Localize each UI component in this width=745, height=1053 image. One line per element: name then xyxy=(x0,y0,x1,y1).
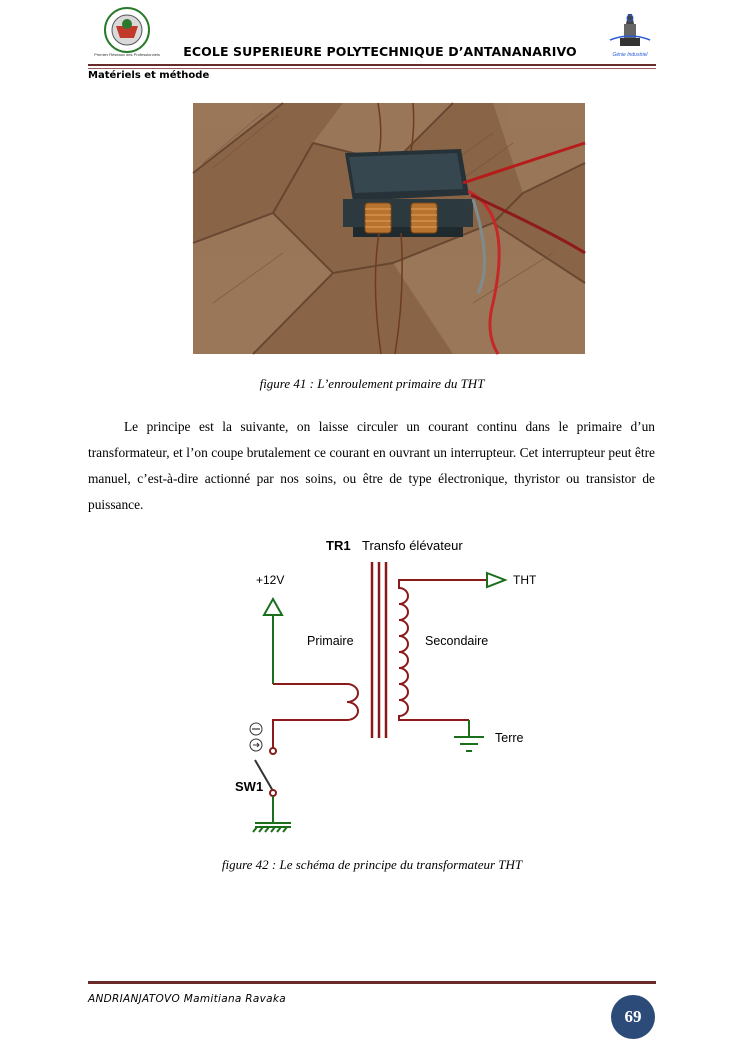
figure-41-caption: figure 41 : L’enroulement primaire du THT xyxy=(259,376,485,391)
label-tht: THT xyxy=(513,573,537,587)
figure-42-caption: figure 42 : Le schéma de principe du transformateur THT xyxy=(221,857,523,872)
label-primaire: Primaire xyxy=(307,634,354,648)
header-rule xyxy=(88,64,656,66)
school-logo-right xyxy=(604,10,656,60)
supply-arrow-icon xyxy=(264,599,282,615)
label-sw1: SW1 xyxy=(235,779,264,794)
left-logo-text: Premier Réseaux des Professionnels xyxy=(94,52,160,57)
school-name: ECOLE SUPERIEURE POLYTECHNIQUE D’ANTANANARIVO xyxy=(183,44,577,59)
section-title: Matériels et méthode xyxy=(88,70,210,81)
transformer-core xyxy=(372,562,386,738)
page-number-badge: 69 xyxy=(611,995,655,1039)
polarity-markers xyxy=(250,723,262,751)
footer-rule xyxy=(88,981,656,984)
author-name: ANDRIANJATOVO Mamitiana Ravaka xyxy=(88,993,286,1005)
label-plus12v: +12V xyxy=(256,573,285,587)
label-secondaire: Secondaire xyxy=(425,634,489,648)
tht-schematic xyxy=(225,532,545,837)
secondary-winding xyxy=(399,580,487,720)
school-logo-left xyxy=(94,6,160,58)
right-logo-text: Génie Industriel xyxy=(612,52,648,58)
label-tr1: TR1 xyxy=(326,538,351,553)
header-rule-thin xyxy=(88,68,656,69)
label-terre: Terre xyxy=(495,731,524,745)
primary-winding-photo xyxy=(193,103,585,354)
ground-terre-icon xyxy=(454,720,484,751)
label-transfo: Transfo élévateur xyxy=(362,538,463,553)
body-paragraph: Le principe est la suivante, on laisse circuler un courant continu dans le primaire d’un transformateur, et l’on coupe brutalement ce courant en ouvrant un interrupteur. Cet interrupteur peut être manuel, c’est-à-dire actionné par nos soins, ou être de type électronique, thyristor ou transistor de puissance. xyxy=(88,419,655,512)
chassis-ground-icon xyxy=(253,823,291,832)
tht-output-arrow-icon xyxy=(487,573,505,587)
primary-winding xyxy=(273,684,358,750)
